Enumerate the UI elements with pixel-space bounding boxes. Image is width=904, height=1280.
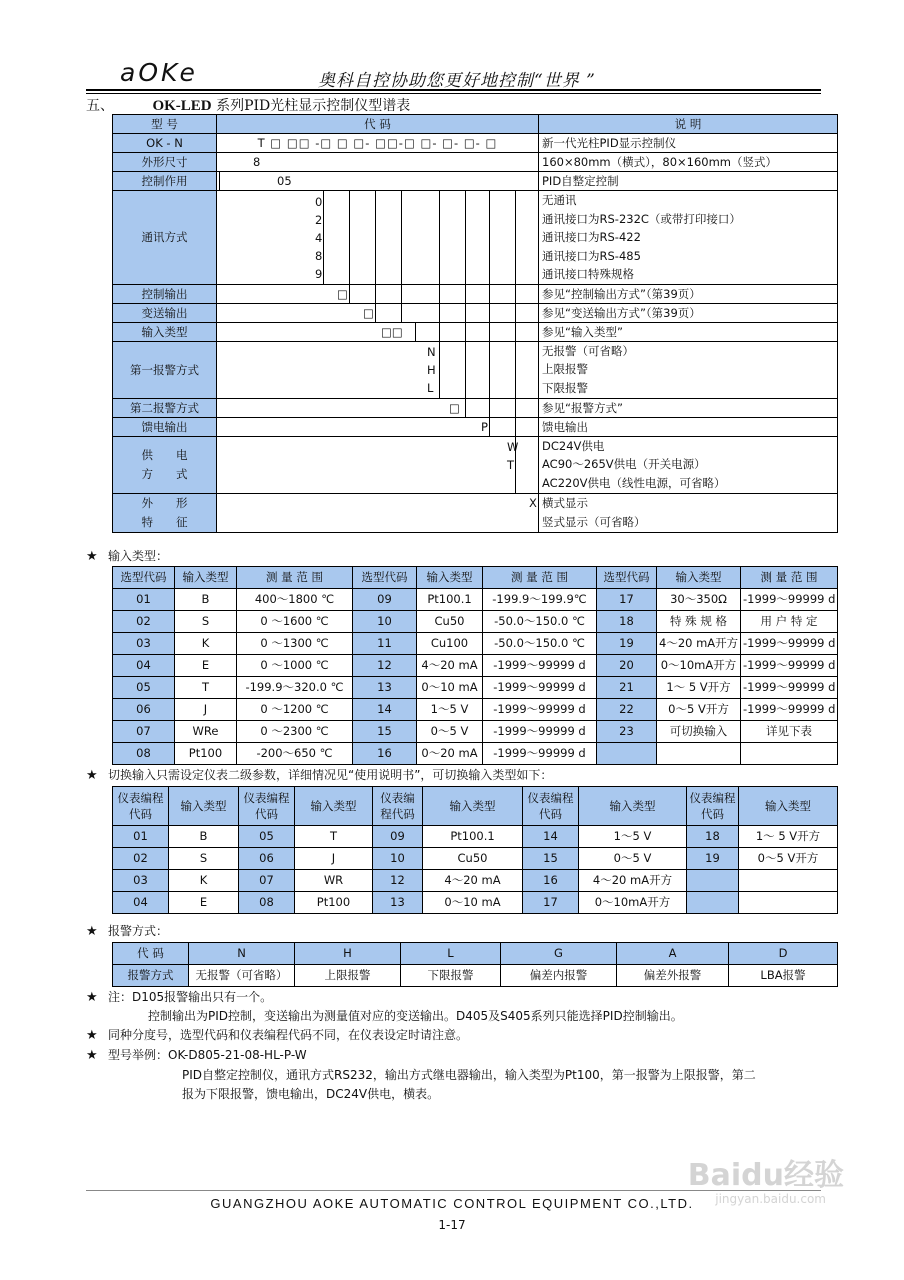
- table-cell: E: [175, 655, 237, 677]
- table-cell: -1999～99999 d: [741, 699, 838, 721]
- table-cell: 0 ～1300 ℃: [237, 633, 353, 655]
- row-label: 外形尺寸: [113, 153, 217, 172]
- code-cell: [217, 284, 539, 303]
- code-cell: 16: [353, 743, 417, 765]
- code-cell: 19: [687, 848, 739, 870]
- column-header: 仪表编程代码: [523, 787, 579, 826]
- table-row: [113, 172, 838, 191]
- table-cell: 0～20 mA: [417, 743, 483, 765]
- table-row: [113, 436, 838, 493]
- code-value: □: [337, 286, 348, 301]
- table-row: [113, 611, 838, 633]
- table-cell: 1～ 5 V开方: [739, 826, 838, 848]
- column-header: 输入类型: [295, 787, 373, 826]
- code-cell: 23: [597, 721, 657, 743]
- row-desc: [539, 436, 838, 493]
- code-cell: 09: [353, 589, 417, 611]
- table-cell: -1999～99999 d: [741, 633, 838, 655]
- column-header: 仪表编程代码: [113, 787, 169, 826]
- table-cell: Pt100.1: [417, 589, 483, 611]
- code-cell: 05: [239, 826, 295, 848]
- alarm-code: G: [501, 943, 617, 965]
- table-row: [113, 743, 838, 765]
- table-cell: -200～650 ℃: [237, 743, 353, 765]
- table-cell: -50.0～150.0 ℃: [483, 611, 597, 633]
- table-cell: K: [169, 870, 239, 892]
- code-cell: 15: [353, 721, 417, 743]
- row-label: 输入类型: [113, 322, 217, 341]
- code-value: 0: [315, 195, 323, 209]
- table-cell: Cu50: [423, 848, 523, 870]
- code-value: □: [449, 400, 460, 415]
- table-row: [113, 848, 838, 870]
- label-line: 外 形: [141, 495, 188, 510]
- page-number: 1-17: [438, 1218, 466, 1232]
- table-row: [113, 699, 838, 721]
- code-cell: 06: [113, 699, 175, 721]
- code-value: W: [507, 439, 519, 454]
- column-header: 输入类型: [657, 567, 741, 589]
- code-cell: 01: [113, 826, 169, 848]
- table-row: [113, 892, 838, 914]
- table-header-row: [113, 787, 838, 826]
- note-1b: 控制输出为PID控制，变送输出为测量值对应的变送输出。D405及S405系列只能选择PID控制输出。: [148, 1009, 683, 1023]
- star-icon: ★: [86, 768, 98, 783]
- table-row: [113, 721, 838, 743]
- input-type-table: [112, 566, 838, 765]
- table-cell: B: [169, 826, 239, 848]
- code-value: T: [507, 457, 515, 472]
- table-cell: 4～20 mA: [417, 655, 483, 677]
- table-row: [113, 191, 838, 285]
- code-cell: 13: [373, 892, 423, 914]
- code-cell: 19: [597, 633, 657, 655]
- code-cell: [217, 341, 539, 398]
- code-cell: [217, 436, 539, 493]
- note-text: 切换输入只需设定仪表二级参数，详细情况见“使用说明书”，可切换输入类型如下：: [108, 768, 553, 782]
- note-1: [86, 988, 272, 1005]
- code-cell: 07: [113, 721, 175, 743]
- table-cell: 用 户 特 定: [741, 611, 838, 633]
- table-row: [113, 655, 838, 677]
- alarm-mode-label: 报警方式: [113, 965, 189, 987]
- code-cell: 04: [113, 892, 169, 914]
- table-cell: Cu100: [417, 633, 483, 655]
- desc-line: 通讯接口特殊规格: [542, 267, 634, 281]
- table-cell: Cu50: [417, 611, 483, 633]
- code-cell: [687, 892, 739, 914]
- code-value: X: [529, 495, 537, 510]
- column-header: 测 量 范 围: [741, 567, 838, 589]
- code-cell: 16: [523, 870, 579, 892]
- code-cell: [217, 398, 539, 417]
- row-label: [113, 493, 217, 532]
- row-desc: 新一代光柱PID显示控制仪: [539, 134, 838, 153]
- table-cell: 4～20 mA开方: [657, 633, 741, 655]
- code-cell: 03: [113, 633, 175, 655]
- alarm-code: H: [295, 943, 401, 965]
- alarm-mode: 上限报警: [295, 965, 401, 987]
- table-cell: 详见下表: [741, 721, 838, 743]
- row-desc: 馈电输出: [539, 417, 838, 436]
- table-cell: 1～5 V: [579, 826, 687, 848]
- star-icon: ★: [86, 990, 98, 1005]
- desc-line: 竖式显示（可省略）: [542, 514, 646, 529]
- code-cell: 09: [373, 826, 423, 848]
- code-value: 9: [315, 267, 323, 281]
- table-row: [113, 589, 838, 611]
- table-cell: 0 ～1600 ℃: [237, 611, 353, 633]
- column-header: 仪表编程代码: [373, 787, 423, 826]
- code-value: 2: [315, 213, 323, 227]
- table-row: [113, 303, 838, 322]
- note-2: [86, 1026, 468, 1043]
- code-cell: 02: [113, 848, 169, 870]
- table-row: [113, 153, 838, 172]
- note-text: 型号举例：OK-D805-21-08-HL-P-W: [108, 1048, 307, 1062]
- alarm-mode-note: [86, 922, 168, 939]
- table-cell: [741, 743, 838, 765]
- alarm-code: A: [617, 943, 729, 965]
- code-cell: [217, 417, 539, 436]
- code-value: □: [363, 305, 374, 320]
- table-cell: 1～ 5 V开方: [657, 677, 741, 699]
- code-cell: 15: [523, 848, 579, 870]
- table-cell: 0～10 mA: [423, 892, 523, 914]
- row-desc: 160×80mm（横式），80×160mm（竖式）: [539, 153, 838, 172]
- alarm-mode: 偏差外报警: [617, 965, 729, 987]
- code-cell: 13: [353, 677, 417, 699]
- column-header: 输入类型: [169, 787, 239, 826]
- table-cell: -1999～99999 d: [483, 677, 597, 699]
- column-header: 输入类型: [579, 787, 687, 826]
- code-cell: 20: [597, 655, 657, 677]
- table-cell: 0～10mA开方: [657, 655, 741, 677]
- alarm-mode: 下限报警: [401, 965, 501, 987]
- code-cell: 10: [353, 611, 417, 633]
- table-cell: -1999～99999 d: [741, 655, 838, 677]
- company-logo: aOKe: [120, 58, 198, 87]
- table-row: [113, 417, 838, 436]
- column-header: 测 量 范 围: [237, 567, 353, 589]
- switch-input-note: [86, 766, 552, 783]
- table-cell: 0 ～1000 ℃: [237, 655, 353, 677]
- desc-line: DC24V供电: [542, 438, 605, 453]
- header-rule-thin: [86, 93, 821, 94]
- table-cell: -1999～99999 d: [483, 655, 597, 677]
- code-cell: 03: [113, 870, 169, 892]
- code-cell: [687, 870, 739, 892]
- desc-line: 通讯接口为RS-232C（或带打印接口）: [542, 211, 741, 226]
- code-cell: 05: [113, 677, 175, 699]
- table-cell: [739, 892, 838, 914]
- table-row: [113, 943, 838, 965]
- table-cell: 4～20 mA: [423, 870, 523, 892]
- code-cell: 06: [239, 848, 295, 870]
- code-cell: [597, 743, 657, 765]
- table-cell: 0～10mA开方: [579, 892, 687, 914]
- code-value: □□: [381, 324, 403, 339]
- desc-line: AC90～265V供电（开关电源）: [542, 457, 706, 472]
- desc-line: 无通讯: [542, 193, 577, 207]
- table-cell: -50.0～150.0 ℃: [483, 633, 597, 655]
- code-value: 8: [315, 249, 323, 263]
- code-cell: 18: [687, 826, 739, 848]
- note-3b: PID自整定控制仪，通讯方式RS232，输出方式继电器输出，输入类型为Pt100，第一报警为上限报警，第二: [182, 1068, 756, 1082]
- alarm-mode: 偏差内报警: [501, 965, 617, 987]
- code-cell: 12: [353, 655, 417, 677]
- table-cell: E: [169, 892, 239, 914]
- watermark-url: jingyan.baidu.com: [715, 1192, 826, 1206]
- table-cell: WR: [295, 870, 373, 892]
- table-row: [113, 493, 838, 532]
- code-value: N: [427, 344, 436, 359]
- label-line: 供 电: [141, 447, 188, 462]
- row-label: [113, 436, 217, 493]
- note-3: [86, 1046, 307, 1063]
- row-desc: [539, 493, 838, 532]
- column-header: 选型代码: [113, 567, 175, 589]
- row-label: OK - N: [113, 134, 217, 153]
- switch-input-table: [112, 786, 838, 914]
- table-row: [113, 870, 838, 892]
- column-header: 输入类型: [423, 787, 523, 826]
- row-label: 馈电输出: [113, 417, 217, 436]
- code-cell: 07: [239, 870, 295, 892]
- star-icon: ★: [86, 1048, 98, 1063]
- code-cell: [217, 303, 539, 322]
- table-cell: T: [295, 826, 373, 848]
- column-header: 选型代码: [597, 567, 657, 589]
- table-cell: -199.9～320.0 ℃: [237, 677, 353, 699]
- table-cell: -1999～99999 d: [483, 699, 597, 721]
- row-desc: 参见“变送输出方式”（第39页）: [539, 303, 838, 322]
- column-header: 输入类型: [175, 567, 237, 589]
- code-cell: 01: [113, 589, 175, 611]
- column-header: 测 量 范 围: [483, 567, 597, 589]
- note-3c: 报为下限报警，馈电输出，DC24V供电，横表。: [182, 1087, 440, 1101]
- table-row: [113, 826, 838, 848]
- table-cell: 0～5 V: [579, 848, 687, 870]
- column-header: 输入类型: [739, 787, 838, 826]
- table-cell: [739, 870, 838, 892]
- column-header: 输入类型: [417, 567, 483, 589]
- input-type-note: [86, 547, 168, 564]
- alarm-code: L: [401, 943, 501, 965]
- code-value: 4: [315, 231, 323, 245]
- table-cell: -1999～99999 d: [741, 589, 838, 611]
- star-icon: ★: [86, 924, 98, 939]
- table-cell: 1～5 V: [417, 699, 483, 721]
- code-cell: [217, 322, 539, 341]
- table-row: [113, 134, 838, 153]
- code-cell: 11: [353, 633, 417, 655]
- code-value: L: [427, 380, 434, 395]
- row-desc: [539, 191, 838, 285]
- table-cell: Pt100: [175, 743, 237, 765]
- code-cell: 12: [373, 870, 423, 892]
- table-header-row: [113, 567, 838, 589]
- table-header-row: [113, 115, 838, 134]
- column-header: 选型代码: [353, 567, 417, 589]
- desc-line: 通讯接口为RS-422: [542, 230, 641, 244]
- table-cell: B: [175, 589, 237, 611]
- code-cell: 22: [597, 699, 657, 721]
- footer-company: GUANGZHOU AOKE AUTOMATIC CONTROL EQUIPMENT CO.,LTD.: [210, 1196, 694, 1211]
- table-cell: T: [175, 677, 237, 699]
- table-cell: 0～10 mA: [417, 677, 483, 699]
- table-row: [113, 284, 838, 303]
- code-template: T □ □□ -□ □ □- □□-□ □- □- □- □: [217, 134, 539, 153]
- table-cell: 0 ～2300 ℃: [237, 721, 353, 743]
- row-label: 控制输出: [113, 284, 217, 303]
- code-cell: 08: [239, 892, 295, 914]
- row-desc: [539, 341, 838, 398]
- code-cell: 14: [353, 699, 417, 721]
- row-label: 第二报警方式: [113, 398, 217, 417]
- table-row: [113, 341, 838, 398]
- table-cell: 0～5 V: [417, 721, 483, 743]
- code-cell: 10: [373, 848, 423, 870]
- code-value: 8: [253, 155, 261, 169]
- column-header: 仪表编程代码: [687, 787, 739, 826]
- table-cell: S: [175, 611, 237, 633]
- table-cell: -199.9～199.9℃: [483, 589, 597, 611]
- table-cell: J: [295, 848, 373, 870]
- table-cell: WRe: [175, 721, 237, 743]
- table-row: [113, 633, 838, 655]
- note-text: 同种分度号，选型代码和仪表编程代码不同，在仪表设定时请注意。: [108, 1028, 469, 1042]
- header-slogan: 奥科自控协助您更好地控制“世界 ”: [318, 71, 596, 91]
- star-icon: ★: [86, 1028, 98, 1043]
- watermark-logo: Baidu经验: [687, 1158, 844, 1193]
- table-cell: Pt100: [295, 892, 373, 914]
- table-row: [113, 398, 838, 417]
- desc-line: AC220V供电（线性电源，可省略）: [542, 475, 726, 490]
- table-cell: 400～1800 ℃: [237, 589, 353, 611]
- row-label: 变送输出: [113, 303, 217, 322]
- label-line: 特 征: [141, 514, 188, 529]
- code-cell: 04: [113, 655, 175, 677]
- table-cell: K: [175, 633, 237, 655]
- row-desc: 参见“输入类型”: [539, 322, 838, 341]
- table-row: [113, 322, 838, 341]
- table-cell: 0～5 V开方: [657, 699, 741, 721]
- desc-line: 横式显示: [542, 496, 588, 510]
- code-cell: 14: [523, 826, 579, 848]
- table-row: [113, 965, 838, 987]
- header-rule: [86, 89, 821, 91]
- table-cell: 可切换输入: [657, 721, 741, 743]
- code-cell: [217, 191, 539, 285]
- table-cell: -1999～99999 d: [741, 677, 838, 699]
- table-cell: -1999～99999 d: [483, 721, 597, 743]
- code-cell: [217, 493, 539, 532]
- column-header: 仪表编程代码: [239, 787, 295, 826]
- row-desc: 参见“报警方式”: [539, 398, 838, 417]
- row-desc: 参见“控制输出方式”（第39页）: [539, 284, 838, 303]
- section-title-bold: OK-LED: [152, 98, 212, 114]
- desc-line: 上限报警: [542, 362, 588, 377]
- code-value: 05: [277, 174, 292, 188]
- header-desc: 说 明: [539, 115, 838, 134]
- alarm-code: D: [729, 943, 838, 965]
- desc-line: 通讯接口为RS-485: [542, 248, 641, 263]
- table-row: [113, 677, 838, 699]
- code-cell: 18: [597, 611, 657, 633]
- row-desc: PID自整定控制: [539, 172, 838, 191]
- code-cell: [217, 172, 539, 191]
- row-label: 第一报警方式: [113, 341, 217, 398]
- alarm-mode: 无报警（可省略）: [189, 965, 295, 987]
- alarm-code-label: 代 码: [113, 943, 189, 965]
- note-text: 报警方式：: [108, 924, 169, 938]
- code-cell: 21: [597, 677, 657, 699]
- code-value: P: [481, 419, 488, 434]
- code-cell: 17: [597, 589, 657, 611]
- table-cell: Pt100.1: [423, 826, 523, 848]
- header-code: 代 码: [217, 115, 539, 134]
- row-label: 控制作用: [113, 172, 217, 191]
- row-label: 通讯方式: [113, 191, 217, 285]
- section-title-text: 系列PID光柱显示控制仪型谱表: [216, 98, 411, 114]
- table-cell: -1999～99999 d: [483, 743, 597, 765]
- table-cell: S: [169, 848, 239, 870]
- table-cell: [657, 743, 741, 765]
- star-icon: ★: [86, 549, 98, 564]
- note-text: 注：D105报警输出只有一个。: [108, 990, 273, 1004]
- alarm-mode-table: [112, 942, 838, 987]
- header-model: 型 号: [113, 115, 217, 134]
- alarm-mode: LBA报警: [729, 965, 838, 987]
- code-cell: 08: [113, 743, 175, 765]
- table-cell: 0～5 V开方: [739, 848, 838, 870]
- table-cell: J: [175, 699, 237, 721]
- alarm-code: N: [189, 943, 295, 965]
- table-cell: 4～20 mA开方: [579, 870, 687, 892]
- code-cell: [217, 153, 539, 172]
- desc-line: 无报警（可省略）: [542, 343, 634, 358]
- table-cell: 特 殊 规 格: [657, 611, 741, 633]
- code-cell: 17: [523, 892, 579, 914]
- section-number: 五、: [86, 98, 114, 114]
- desc-line: 下限报警: [542, 380, 588, 395]
- section-title: [86, 95, 410, 115]
- model-table: [112, 114, 838, 533]
- table-cell: 0 ～1200 ℃: [237, 699, 353, 721]
- table-cell: 30～350Ω: [657, 589, 741, 611]
- code-cell: 02: [113, 611, 175, 633]
- label-line: 方 式: [141, 466, 188, 481]
- note-text: 输入类型：: [108, 549, 169, 563]
- code-value: H: [427, 362, 436, 377]
